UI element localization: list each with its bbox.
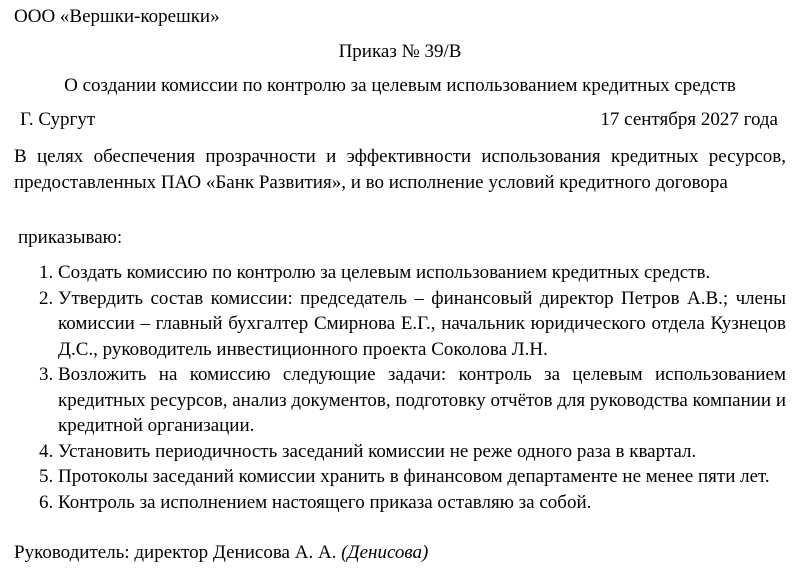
place-date-row xyxy=(20,108,778,132)
list-item xyxy=(14,362,786,439)
list-item xyxy=(14,490,786,516)
list-item xyxy=(14,464,786,490)
order-title: Приказ № 39/В xyxy=(338,41,462,62)
list-item xyxy=(14,260,786,286)
order-subject: О создании комиссии по контролю за целевым использованием кредитных средств xyxy=(64,75,736,96)
item-number: 1. xyxy=(39,262,54,283)
preamble: В целях обеспечения прозрачности и эффективности использования кредитных ресурсов, предоставленных ПАО «Банк Развития», и во исполнение условий кредитного договора xyxy=(14,146,786,193)
item-text: Создать комиссию по контролю за целевым использованием кредитных средств. xyxy=(58,262,711,283)
item-text: Возложить на комиссию следующие задачи: контроль за целевым использованием кредитных ресурсов, анализ документов, подготовку отчётов для руководства компании и кредитной организации. xyxy=(58,364,786,436)
list-item xyxy=(14,286,786,363)
order-date: 17 сентября 2027 года xyxy=(600,109,778,130)
item-number: 6. xyxy=(39,491,54,513)
signature-name: (Денисова) xyxy=(341,542,429,563)
item-number: 3. xyxy=(39,364,54,385)
company-name: ООО «Вершки-корешки» xyxy=(14,6,220,27)
item-number: 5. xyxy=(39,466,54,487)
list-item xyxy=(14,439,786,465)
item-number: 4. xyxy=(39,440,54,462)
decree-word: приказываю: xyxy=(18,227,123,248)
item-text: Протоколы заседаний комиссии хранить в финансовом департаменте не менее пяти лет. xyxy=(58,466,770,487)
item-text: Установить периодичность заседаний комиссии не реже одного раза в квартал. xyxy=(58,440,697,462)
signature-line xyxy=(14,541,428,565)
order-items-list xyxy=(14,260,786,515)
item-text: Утвердить состав комиссии: председатель – финансовый директор Петров А.В.; члены комиссии – главный бухгалтер Смирнова Е.Г., начальник юридического отдела Кузнецов Д.С., руководитель инвестиционного проекта Соколова Л.Н. xyxy=(58,287,786,360)
item-number: 2. xyxy=(39,287,54,309)
signature-label: Руководитель: директор Денисова А. А. xyxy=(14,542,337,563)
item-text: Контроль за исполнением настоящего приказа оставляю за собой. xyxy=(58,491,592,513)
city: Г. Сургут xyxy=(20,109,96,130)
